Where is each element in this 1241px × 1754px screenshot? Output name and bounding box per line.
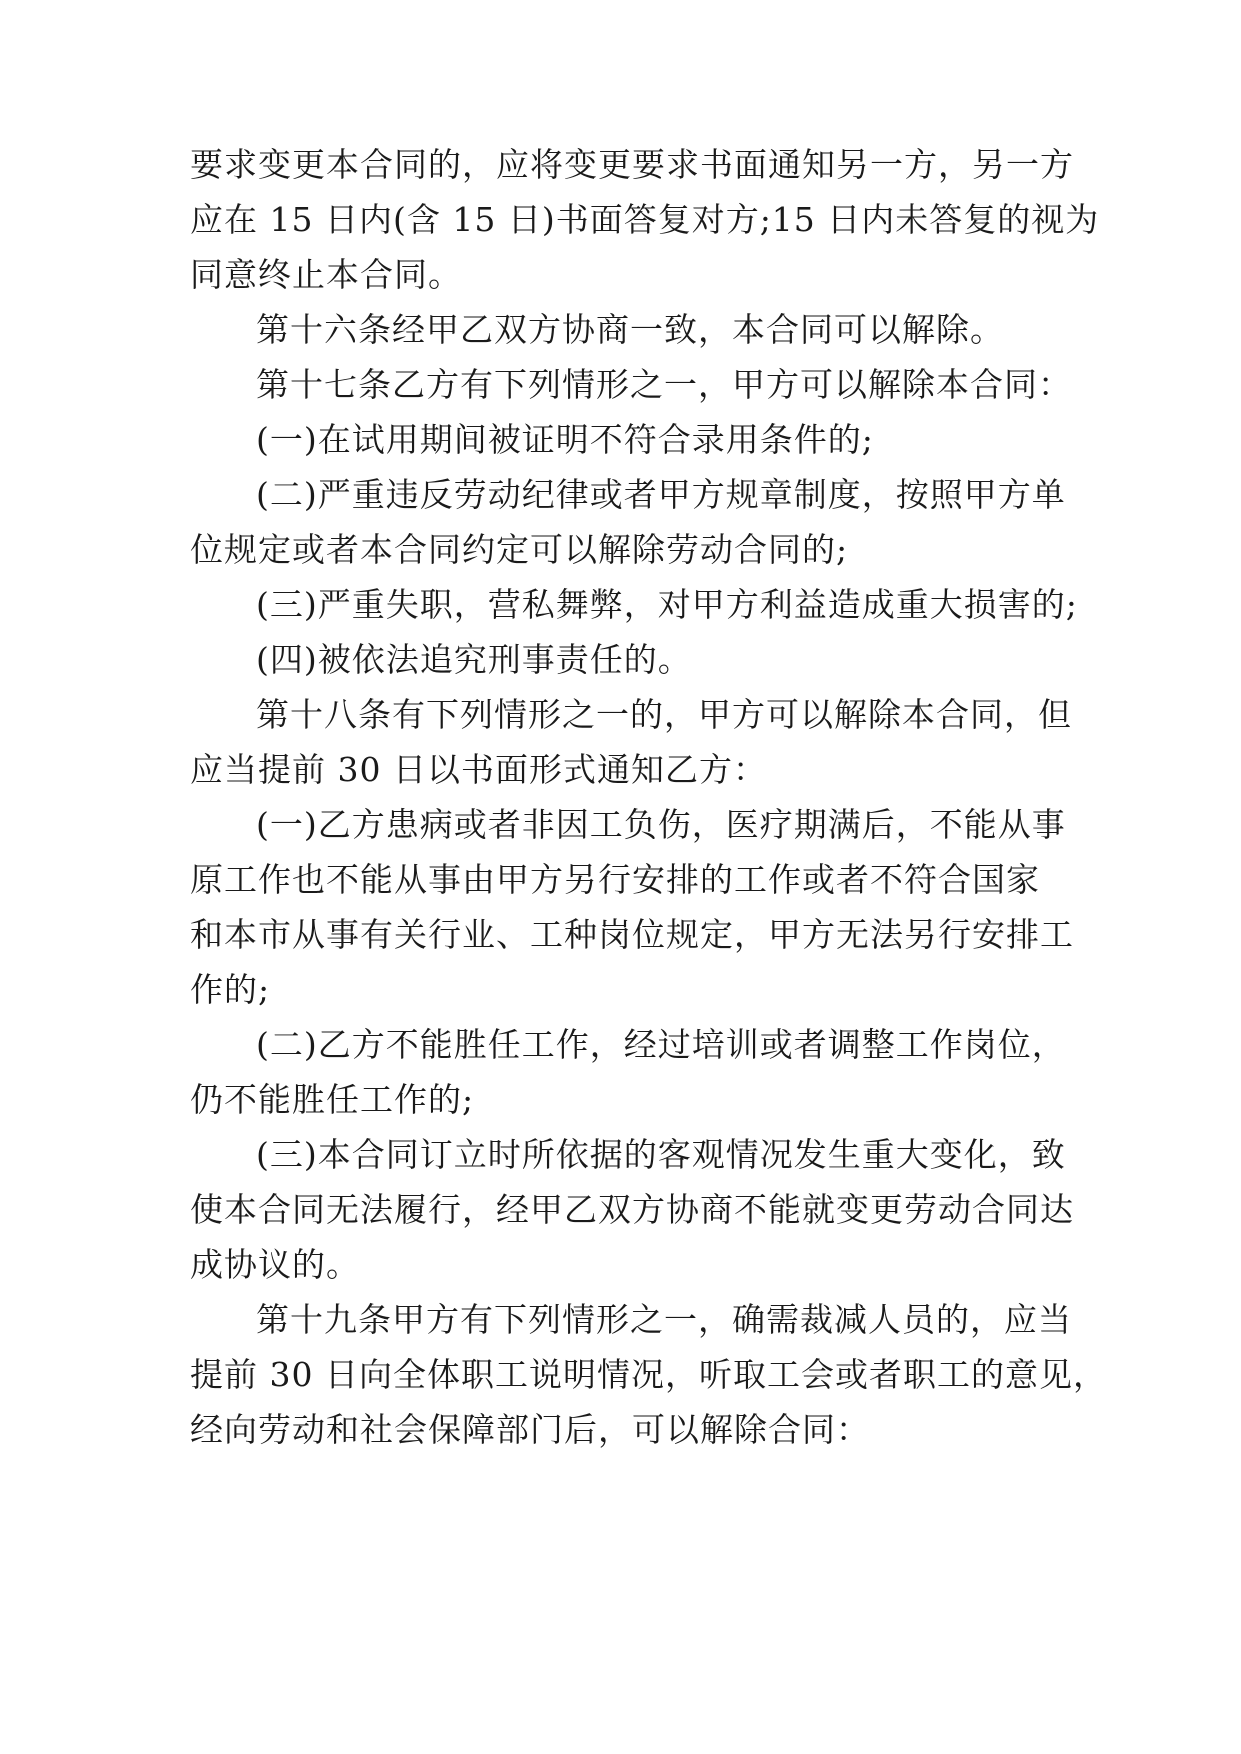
text-line: 使本合同无法履行，经甲乙双方协商不能就变更劳动合同达: [190, 1190, 1074, 1229]
list-item: (三)严重失职，营私舞弊，对甲方利益造成重大损害的;: [256, 585, 1078, 624]
text-line: 原工作也不能从事由甲方另行安排的工作或者不符合国家: [190, 860, 1040, 899]
list-item: (一)乙方患病或者非因工负伤，医疗期满后，不能从事: [256, 805, 1066, 844]
list-item: (二)乙方不能胜任工作，经过培训或者调整工作岗位，: [256, 1025, 1066, 1064]
text-line: 仍不能胜任工作的;: [190, 1080, 475, 1119]
list-item: (三)本合同订立时所依据的客观情况发生重大变化，致: [256, 1135, 1066, 1174]
article-17: 第十七条乙方有下列情形之一，甲方可以解除本合同：: [256, 365, 1072, 404]
text-line: 要求变更本合同的，应将变更要求书面通知另一方，另一方: [190, 145, 1074, 184]
text-line: 位规定或者本合同约定可以解除劳动合同的;: [190, 530, 849, 569]
text-line: 成协议的。: [190, 1245, 360, 1284]
list-item: (二)严重违反劳动纪律或者甲方规章制度，按照甲方单: [256, 475, 1066, 514]
article-16: 第十六条经甲乙双方协商一致，本合同可以解除。: [256, 310, 1004, 349]
list-item: (四)被依法追究刑事责任的。: [256, 640, 692, 679]
text-line: 经向劳动和社会保障部门后，可以解除合同：: [190, 1410, 870, 1449]
text-line: 应在 15 日内(含 15 日)书面答复对方;15 日内未答复的视为: [190, 200, 1100, 239]
article-19: 第十九条甲方有下列情形之一，确需裁减人员的，应当: [256, 1300, 1072, 1339]
article-18: 第十八条有下列情形之一的，甲方可以解除本合同，但: [256, 695, 1072, 734]
text-line: 作的;: [190, 970, 271, 1009]
text-line: 应当提前 30 日以书面形式通知乙方：: [190, 750, 767, 789]
text-line: 和本市从事有关行业、工种岗位规定，甲方无法另行安排工: [190, 915, 1074, 954]
text-line: 提前 30 日向全体职工说明情况，听取工会或者职工的意见，: [190, 1355, 1107, 1394]
text-line: 同意终止本合同。: [190, 255, 462, 294]
list-item: (一)在试用期间被证明不符合录用条件的;: [256, 420, 874, 459]
